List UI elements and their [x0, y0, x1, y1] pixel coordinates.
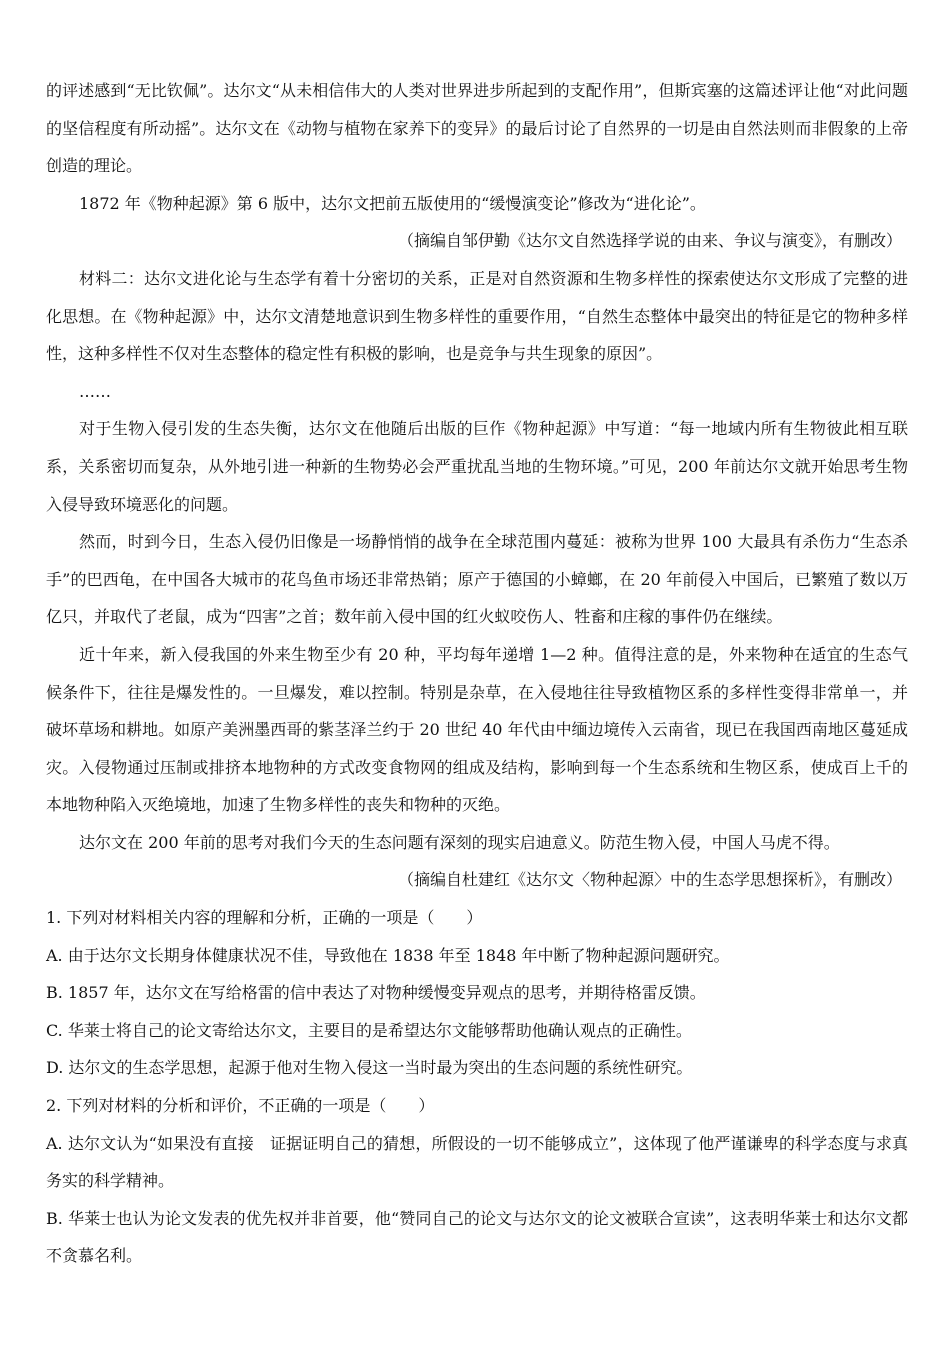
present-day-paragraph: 然而，时到今日，生态入侵仍旧像是一场静悄悄的战争在全球范围内蔓延：被称为世界 100 大最具有杀伤力“生态杀手”的巴西龟，在中国各大城市的花鸟鱼市场还非常热销；原产于德国的小蟑螂，在 20 年前侵入中国后，已繁殖了数以万亿只，并取代了老鼠，成为“四害”之首；数年前入侵中国的红火蚁咬伤人、牲畜和庄稼的事件仍在继续。 — [46, 532, 908, 627]
question-2-option-a: A. 达尔文认为“如果没有直接 证据证明自己的猜想，所假设的一切不能够成立”，这体现了他严谨谦卑的科学态度与求真务实的科学精神。 — [46, 1133, 908, 1191]
question-1-option-c: C. 华莱士将自己的论文寄给达尔文，主要目的是希望达尔文能够帮助他确认观点的正确性。 — [46, 1020, 692, 1040]
conclusion-paragraph: 达尔文在 200 年前的思考对我们今天的生态问题有深刻的现实启迪意义。防范生物入侵，中国人马虎不得。 — [79, 832, 840, 852]
question-1-option-d: D. 达尔文的生态学思想，起源于他对生物入侵这一当时最为突出的生态问题的系统性研究。 — [46, 1058, 693, 1078]
question-2-option-b: B. 华莱士也认为论文发表的优先权并非首要，他“赞同自己的论文与达尔文的论文被联合宣读”，这表明华莱士和达尔文都不贪慕名利。 — [46, 1208, 908, 1266]
question-1-option-a: A. 由于达尔文长期身体健康状况不佳，导致他在 1838 年至 1848 年中断了物种起源问题研究。 — [46, 945, 730, 965]
question-1-stem: 1. 下列对材料相关内容的理解和分析，正确的一项是（ ） — [46, 908, 483, 928]
material1-source-citation: （摘编自邹伊勤《达尔文自然选择学说的由来、争议与演变》，有删改） — [397, 231, 902, 251]
ellipsis-line: …… — [79, 381, 111, 401]
decade-paragraph: 近十年来，新入侵我国的外来生物至少有 20 种，平均每年递增 1—2 种。值得注意的是，外来物种在适宜的生态气候条件下，往往是爆发性的。一旦爆发，难以控制。特别是杂草，在入侵地往往导致植物区系的多样性变得非常单一，并破坏草场和耕地。如原产美洲墨西哥的紫茎泽兰约于 20 世纪 40 年代由中缅边境传入云南省，现已在我国西南地区蔓延成灾。入侵物通过压制或排挤本地物种的方式改变食物网的组成及结构，影响到每一个生态系统和生物区系，使成百上千的本地物种陷入灭绝境地，加速了生物多样性的丧失和物种的灭绝。 — [46, 644, 908, 815]
question-1-option-b: B. 1857 年，达尔文在写给格雷的信中表达了对物种缓慢变异观点的思考，并期待格雷反馈。 — [46, 983, 706, 1003]
material2-source-citation: （摘编自杜建红《达尔文〈物种起源〉中的生态学思想探析》，有删改） — [397, 870, 902, 890]
material1-continuation-paragraph: 的评述感到“无比钦佩”。达尔文“从未相信伟大的人类对世界进步所起到的支配作用”，但斯宾塞的这篇述评让他“对此问题的坚信程度有所动摇”。达尔文在《动物与植物在家养下的变异》的最后讨论了自然界的一切是由自然法则而非假象的上帝创造的理论。 — [46, 81, 908, 176]
paragraph-1872-edition: 1872 年《物种起源》第 6 版中，达尔文把前五版使用的“缓慢演变论”修改为“进化论”。 — [79, 193, 706, 213]
material2-intro-paragraph: 材料二：达尔文进化论与生态学有着十分密切的关系，正是对自然资源和生物多样性的探索使达尔文形成了完整的进化思想。在《物种起源》中，达尔文清楚地意识到生物多样性的重要作用，“自然生态整体中最突出的特征是它的物种多样性，这种多样性不仅对生态整体的稳定性有积极的影响，也是竞争与共生现象的原因”。 — [46, 268, 908, 364]
invasion-paragraph: 对于生物入侵引发的生态失衡，达尔文在他随后出版的巨作《物种起源》中写道：“每一地域内所有生物彼此相互联系，关系密切而复杂，从外地引进一种新的生物势必会严重扰乱当地的生物环境。”可见，200 年前达尔文就开始思考生物入侵导致环境恶化的问题。 — [46, 419, 908, 514]
document-page — [46, 72, 908, 1275]
question-2-stem: 2. 下列对材料的分析和评价，不正确的一项是（ ） — [46, 1096, 435, 1116]
